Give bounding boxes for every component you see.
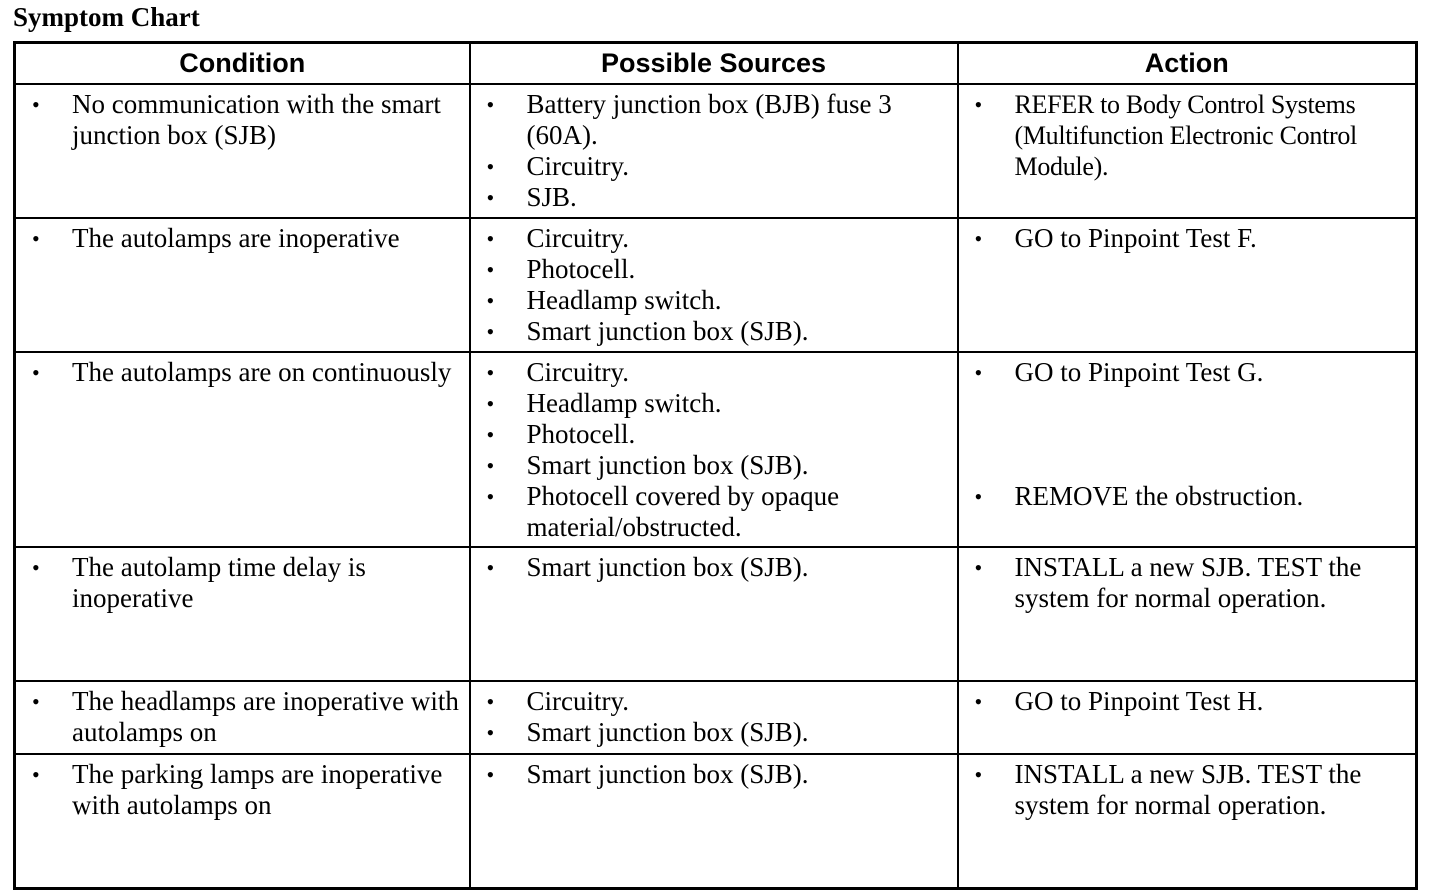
chart-title: Symptom Chart	[13, 2, 200, 32]
header-action: Action	[958, 43, 1417, 85]
table-row	[15, 754, 1417, 889]
list-item: • Headlamp switch.	[486, 285, 722, 315]
list-item: • Photocell.	[486, 419, 636, 449]
list-item: • Circuitry.	[486, 686, 629, 716]
header-row	[15, 43, 1417, 85]
action-cell	[958, 352, 1417, 547]
condition-cell	[15, 84, 470, 218]
list-item: • REFER to Body Control Systems (Multifunction Electronic Control Module).	[974, 90, 1357, 181]
list-item: • GO to Pinpoint Test F.	[974, 223, 1257, 253]
table-row	[15, 84, 1417, 218]
list-item: • INSTALL a new SJB. TEST the system for normal operation.	[974, 552, 1362, 613]
condition-cell	[15, 547, 470, 681]
list-item: • GO to Pinpoint Test G.	[974, 357, 1264, 387]
list-item: • Smart junction box (SJB).	[486, 759, 809, 789]
list-item: • The autolamps are inoperative	[32, 223, 400, 253]
list-item: • GO to Pinpoint Test H.	[974, 686, 1264, 716]
table-row	[15, 681, 1417, 754]
list-item: • Smart junction box (SJB).	[486, 552, 809, 582]
list-item: • Battery junction box (BJB) fuse 3 (60A).	[486, 89, 892, 150]
action-cell	[958, 681, 1417, 754]
sources-cell	[470, 352, 958, 547]
condition-cell	[15, 218, 470, 352]
list-item: • Smart junction box (SJB).	[486, 316, 809, 346]
list-item: • Photocell.	[486, 254, 636, 284]
list-item: • The parking lamps are inoperative with autolamps on	[32, 759, 443, 820]
header-condition: Condition	[15, 43, 470, 85]
sources-cell	[470, 681, 958, 754]
table-row	[15, 352, 1417, 547]
table-row	[15, 547, 1417, 681]
list-item: • The headlamps are inoperative with autolamps on	[32, 686, 459, 747]
header-possible-sources: Possible Sources	[470, 43, 958, 85]
list-item: • No communication with the smart junction box (SJB)	[32, 89, 441, 150]
list-item: • Photocell covered by opaque material/obstructed.	[486, 481, 840, 542]
list-spacer	[959, 388, 1408, 481]
condition-cell	[15, 754, 470, 889]
condition-cell	[15, 352, 470, 547]
sources-cell	[470, 84, 958, 218]
sources-cell	[470, 547, 958, 681]
list-item: • Smart junction box (SJB).	[486, 717, 809, 747]
action-cell	[958, 547, 1417, 681]
action-cell	[958, 218, 1417, 352]
list-item: • Circuitry.	[486, 151, 629, 181]
list-item: • REMOVE the obstruction.	[974, 481, 1304, 511]
list-item: • INSTALL a new SJB. TEST the system for normal operation.	[974, 759, 1362, 820]
list-item: • Smart junction box (SJB).	[486, 450, 809, 480]
table-row	[15, 218, 1417, 352]
list-item: • The autolamps are on continuously	[32, 357, 452, 387]
sources-cell	[470, 754, 958, 889]
sources-cell	[470, 218, 958, 352]
symptom-table	[13, 41, 1418, 890]
list-item: • Circuitry.	[486, 357, 629, 387]
list-item: • Headlamp switch.	[486, 388, 722, 418]
list-item: • SJB.	[486, 182, 577, 212]
action-cell	[958, 754, 1417, 889]
condition-cell	[15, 681, 470, 754]
action-cell	[958, 84, 1417, 218]
list-item: • The autolamp time delay is inoperative	[32, 552, 366, 613]
list-item: • Circuitry.	[486, 223, 629, 253]
